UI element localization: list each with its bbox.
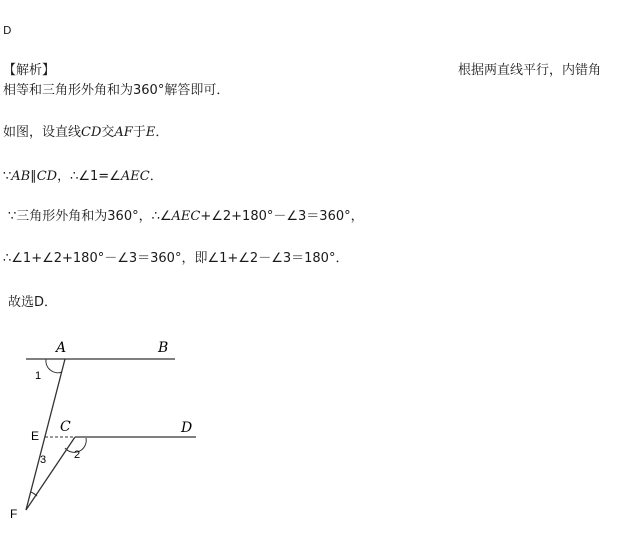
- analysis-intro-line2: 相等和三角形外角和为360°解答即可．: [3, 83, 230, 98]
- angle-1-arc: [46, 359, 62, 373]
- label-angle-1: 1: [35, 370, 42, 382]
- step-1-text-a: 如图，设直线: [3, 125, 82, 140]
- answer-label: D: [3, 24, 12, 37]
- analysis-intro-right: 根据两直线平行，内错角: [458, 63, 602, 78]
- step-2-text-b: ∥: [30, 169, 37, 184]
- label-angle-2: 2: [74, 449, 81, 461]
- step-1-text-d: ．: [155, 125, 169, 140]
- step-2-text-d: ．: [149, 169, 163, 184]
- step-2-text-c: ，∴∠1=∠: [57, 169, 121, 184]
- step-1-af: AF: [114, 125, 133, 140]
- step-3-text-a: ∵三角形外角和为360°，∴∠: [8, 209, 172, 224]
- step-1-e: E: [145, 125, 156, 140]
- step-3-aec: AEC: [171, 209, 201, 224]
- step-5: 故选D．: [8, 295, 58, 310]
- step-2-cd: CD: [36, 169, 58, 184]
- label-c: C: [60, 419, 71, 435]
- step-1-text-b: 交: [101, 125, 115, 140]
- label-angle-3: 3: [40, 454, 47, 466]
- geometry-figure: [0, 330, 240, 530]
- step-1: [3, 124, 168, 142]
- label-a: A: [56, 340, 67, 356]
- label-f: F: [10, 507, 18, 521]
- step-1-cd: CD: [81, 125, 102, 140]
- step-1-text-c: 于: [132, 125, 146, 140]
- step-2: [3, 168, 163, 186]
- label-d: D: [181, 420, 193, 436]
- label-b: B: [158, 340, 169, 356]
- step-4: ∴∠1+∠2+180°－∠3＝360°，即∠1+∠2－∠3＝180°．: [3, 251, 349, 266]
- step-3-text-b: +∠2+180°－∠3＝360°，: [200, 209, 364, 224]
- step-2-aec: AEC: [120, 169, 150, 184]
- step-2-ab: AB: [11, 169, 31, 184]
- line-cf: [26, 437, 75, 510]
- label-e: E: [31, 429, 40, 443]
- step-2-text-a: ∵: [3, 169, 12, 184]
- step-3: [8, 208, 364, 226]
- analysis-header: 【解析】: [3, 63, 56, 78]
